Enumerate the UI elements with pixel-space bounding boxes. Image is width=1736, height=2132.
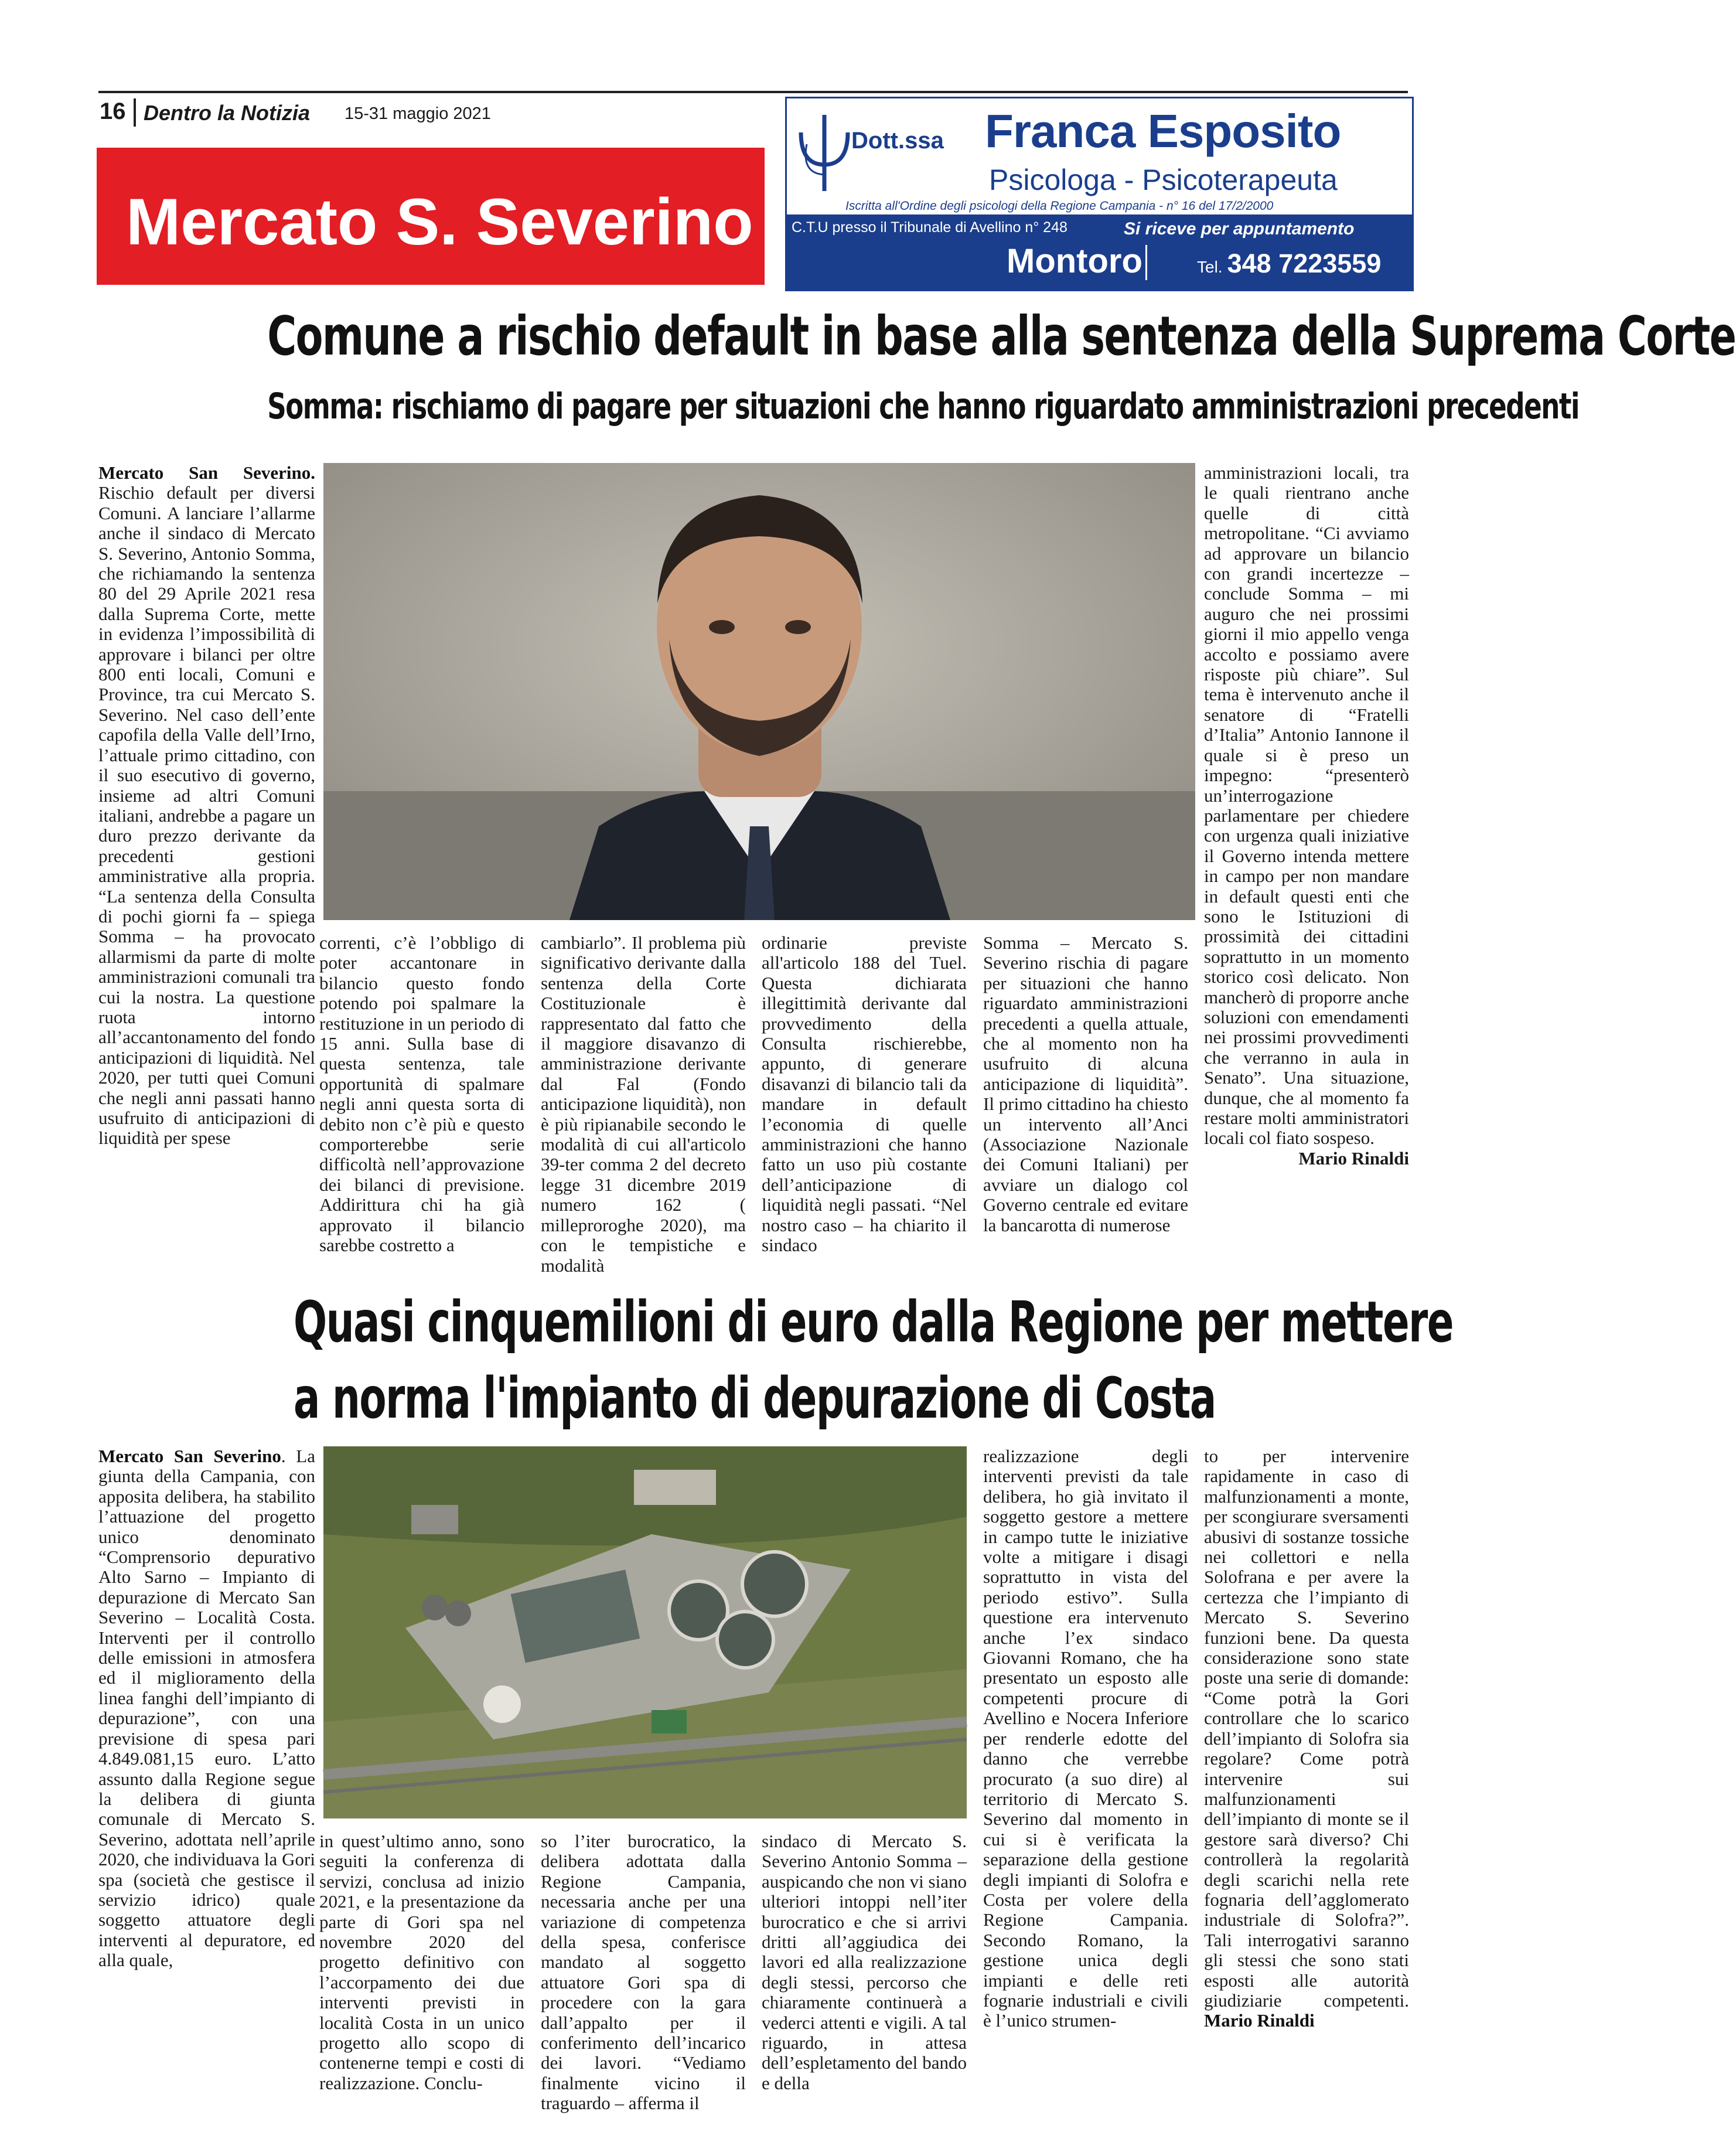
ad-city: Montoro: [1007, 242, 1142, 280]
ad-title-prefix: Dott.ssa: [851, 128, 944, 154]
issue-date: 15-31 maggio 2021: [345, 104, 491, 123]
article1-column-4: ordinarie previste all'articolo 188 del Tuel. Questa dichiarata illegittimità derivante dal provvedimento della Consulta rischierebbe, appunto, di generare disavanzi di bilancio tali da mandare in default l’economia di quelle amministrazioni che hanno fatto un uso più costante dell’anticipazione di liquidità negli passati. “Nel nostro caso – ha chiarito il sindaco: [762, 932, 967, 1256]
article1-column-2: correnti, c’è l’obbligo di poter accantonare in bilancio questo fondo potendo poi spalmare la restituzione in un periodo di 15 anni. Sulla base di questa sentenza, tale opportunità di spalmare negli anni questa sorta di debito non c’è più e questo comporterebbe serie difficoltà nell’approvazione dei bilanci di previsione. Addirittura chi ha già approvato il bilancio sarebbe costretto a: [319, 932, 524, 1256]
article2-lead-place: Mercato San Severino: [98, 1446, 281, 1466]
section-banner-title: Mercato S. Severino: [126, 185, 753, 258]
article1-column-5: Somma – Mercato S. Severino rischia di pagare per situazioni che hanno riguardato amministrazioni precedenti a quella attuale, che al momento non ha usufruito di alcuna anticipazione di liquidità”. Il primo cittadino ha chiesto un intervento all’Anci (Associazione Nazionale dei Comuni Italiani) per avviare un dialogo col Governo centrale ed evitare la bancarotta di numerose: [983, 932, 1188, 1235]
ad-city-divider: [1145, 245, 1147, 280]
article1-column-1: [98, 463, 315, 1149]
ad-phone: [1197, 248, 1381, 279]
ad-name: Franca Esposito: [985, 105, 1341, 157]
page-number: 16: [100, 98, 126, 124]
article1-column-1-text: Rischio default per diversi Comuni. A lanciare l’allarme anche il sindaco di Mercato S. Severino, Antonio Somma, che richiamando la sentenza 80 del 29 Aprile 2021 resa dalla Suprema Corte, mette in evidenza l’impossibilità di approvare i bilanci per oltre 800 enti locali, Comuni e Province, tra cui Mercato S. Severino. Nel caso dell’ente capofila della Valle dell’Irno, l’attuale primo cittadino, con il suo esecutivo di governo, insieme ad altri Comuni italiani, andrebbe a pagare un duro prezzo derivante da precedenti gestioni amministrative alla propria. “La sentenza della Consulta di pochi giorni fa – spiega Somma – ha provocato allarmismi da parte di molte amministrazioni comunali tra cui la nostra. La questione ruota intorno all’accantonamento del fondo anticipazioni di liquidità. Nel 2020, per tutti quei Comuni che negli anni passati hanno usufruito di anticipazioni di liquidità per spese: [98, 482, 315, 1149]
article2-column-2: in quest’ultimo anno, sono seguiti la conferenza di servizi, conclusa ad inizio 2021, e la presentazione da parte di Gori spa nel novembre 2020 del progetto definitivo con l’accorpamento dei due interventi previsti in località Costa in un unico progetto allo scopo di contenerne tempi e costi di realizzazione. Conclu-: [319, 1831, 524, 2093]
ad-registration: Iscritta all'Ordine degli psicologi della Regione Campania - n° 16 del 17/2/2000: [845, 199, 1274, 213]
aerial-plant-photo: [323, 1446, 967, 1818]
page-number-divider: [134, 98, 136, 127]
header-rule: [98, 91, 1408, 93]
article2-column-3: so l’iter burocratico, la delibera adottata dalla Regione Campania, necessaria anche per una variazione di competenza della spesa, conferisce mandato al soggetto attuatore Gori spa di procedere con la gara dall’appalto per il conferimento dell’incarico dei lavori. “Vediamo finalmente vicino il traguardo – afferma il: [541, 1831, 746, 2114]
article1-lead-place: Mercato San Severino.: [98, 462, 315, 483]
article2-headline-line2: a norma l'impianto di depurazione di Costa: [294, 1365, 1216, 1431]
ad-ctu: C.T.U presso il Tribunale di Avellino n° 248: [792, 219, 1067, 236]
article1-byline: Mario Rinaldi: [1298, 1147, 1409, 1169]
article2-column-5: realizzazione degli interventi previsti da tale delibera, ho già invitato il soggetto gestore a mettere in campo tutte le iniziative volte a mitigare i disagi soprattutto in vista del periodo estivo”. Sulla questione era intervenuto anche l’ex sindaco Giovanni Romano, che ha presentato un esposto alle competenti procure di Avellino e Nocera Inferiore per renderle edotte del danno che verrebbe procurato (a suo dire) al territorio di Mercato S. Severino dal momento in cui si è verificata la separazione della gestione degli impianti di Solofra e Costa per volere della Regione Campania. Secondo Romano, la gestione unica degli impianti e delle reti fognarie industriali e civili è l’unico strumen-: [983, 1446, 1188, 2031]
section-banner: [97, 148, 765, 285]
article1-subheadline: Somma: rischiamo di pagare per situazioni che hanno riguardato amministrazioni precedenti: [267, 386, 1579, 427]
article2-column-6: [1204, 1446, 1409, 2031]
article1-column-3: cambiarlo”. Il problema più significativo derivante dalla sentenza della Corte Costituzionale è rappresentato dal fatto che il maggiore disavanzo di amministrazione derivante dal Fal (Fondo anticipazione liquidità), non è più ripianabile secondo le modalità di cui all'articolo 39-ter comma 2 del decreto legge 31 dicembre 2019 numero 162 ( milleproroghe 2020), ma con le tempistiche e modalità: [541, 932, 746, 1276]
publication-name: Dentro la Notizia: [144, 101, 311, 125]
ad-profession: Psicologa - Psicoterapeuta: [989, 164, 1338, 196]
article2-column-1-text: . La giunta della Campania, con apposita delibera, ha stabilito l’attuazione del progetto unico denominato “Comprensorio depurativo Alto Sarno – Impianto di depurazione di Mercato San Severino – Località Costa. Interventi per il controllo delle emissioni in atmosfera ed il miglioramento della linea fanghi dell’impianto di depurazione”, con una previsione di spesa pari 4.849.081,15 euro. L’atto assunto dalla Regione segue la delibera di giunta comunale di Mercato S. Severino, adottata nell’aprile 2020, che individuava la Gori spa (società che gestisce il servizio idrico) quale soggetto attuatore degli interventi al depuratore, ed alla quale,: [98, 1446, 315, 1971]
ad-phone-number: 348 7223559: [1227, 248, 1382, 278]
portrait-photo: [323, 463, 1195, 920]
article2-column-4: sindaco di Mercato S. Severino Antonio Somma – auspicando che non vi siano ulteriori intoppi nell’iter burocratico e che si arrivi dritti all’aggiudica dei lavori ed alla realizzazione degli stessi, percorso che chiaramente continuerà a vederci attenti e vigili. A tal riguardo, in attesa dell’espletamento del bando e della: [762, 1831, 967, 2093]
article2-byline: Mario Rinaldi: [1204, 2010, 1315, 2031]
article2-column-6-text: to per intervenire rapidamente in caso di malfunzionamenti a monte, per scongiurare sversamenti abusivi di sostanze tossiche nei collettori e nella Solofrana e per avere la certezza che l’impianto di Mercato S. Severino funzioni bene. Da questa considerazione sono state poste una serie di domande: “Come potrà la Gori controllare che lo scarico dell’impianto di Solofra sia regolare? Come potrà intervenire sui malfunzionamenti dell’impianto di monte se il gestore sarà diverso? Chi controllerà la regolarità degli scarichi nella rete fognaria dell’agglomerato industriale di Solofra?”. Tali interrogativi saranno gli stessi che sono stati esposti alle autorità giudiziarie competenti.: [1204, 1446, 1409, 2011]
ad-contact-bar: [787, 214, 1412, 290]
psi-logo-icon: [795, 109, 854, 197]
article2-headline-line1: Quasi cinquemilioni di euro dalla Regione per mettere: [294, 1289, 1454, 1355]
ad-phone-label: Tel.: [1197, 258, 1223, 276]
article1-headline: Comune a rischio default in base alla sentenza della Suprema Corte: [267, 305, 1736, 367]
article1-column-6-text: amministrazioni locali, tra le quali rientrano anche quelle di città metropolitane. “Ci avviamo ad approvare un bilancio con grandi incertezze – conclude Somma – mi auguro che nei prossimi giorni il mio appello venga accolto e possiamo avere risposte più chiare”. Sul tema è intervenuto anche il senatore di “Fratelli d’Italia” Antonio Iannone il quale si è preso un impegno: “presenterò un’interrogazione parlamentare per chiedere con urgenza quali iniziative il Governo intenda mettere in campo per non mandare in default questi enti che sono le Istituzioni di prossimità dei cittadini soprattutto in un momento storico così delicato. Non mancherò di proporre anche soluzioni con emendamenti nei prossimi provvedimenti che verranno in aula in Senato”. Una situazione, dunque, che al momento fa restare molti amministratori locali col fiato sospeso.: [1204, 462, 1409, 1149]
advertisement: [785, 97, 1414, 291]
article1-column-6: [1204, 463, 1409, 1169]
ad-appointment: Si riceve per appuntamento: [1124, 219, 1355, 239]
article2-column-1: [98, 1446, 315, 1971]
